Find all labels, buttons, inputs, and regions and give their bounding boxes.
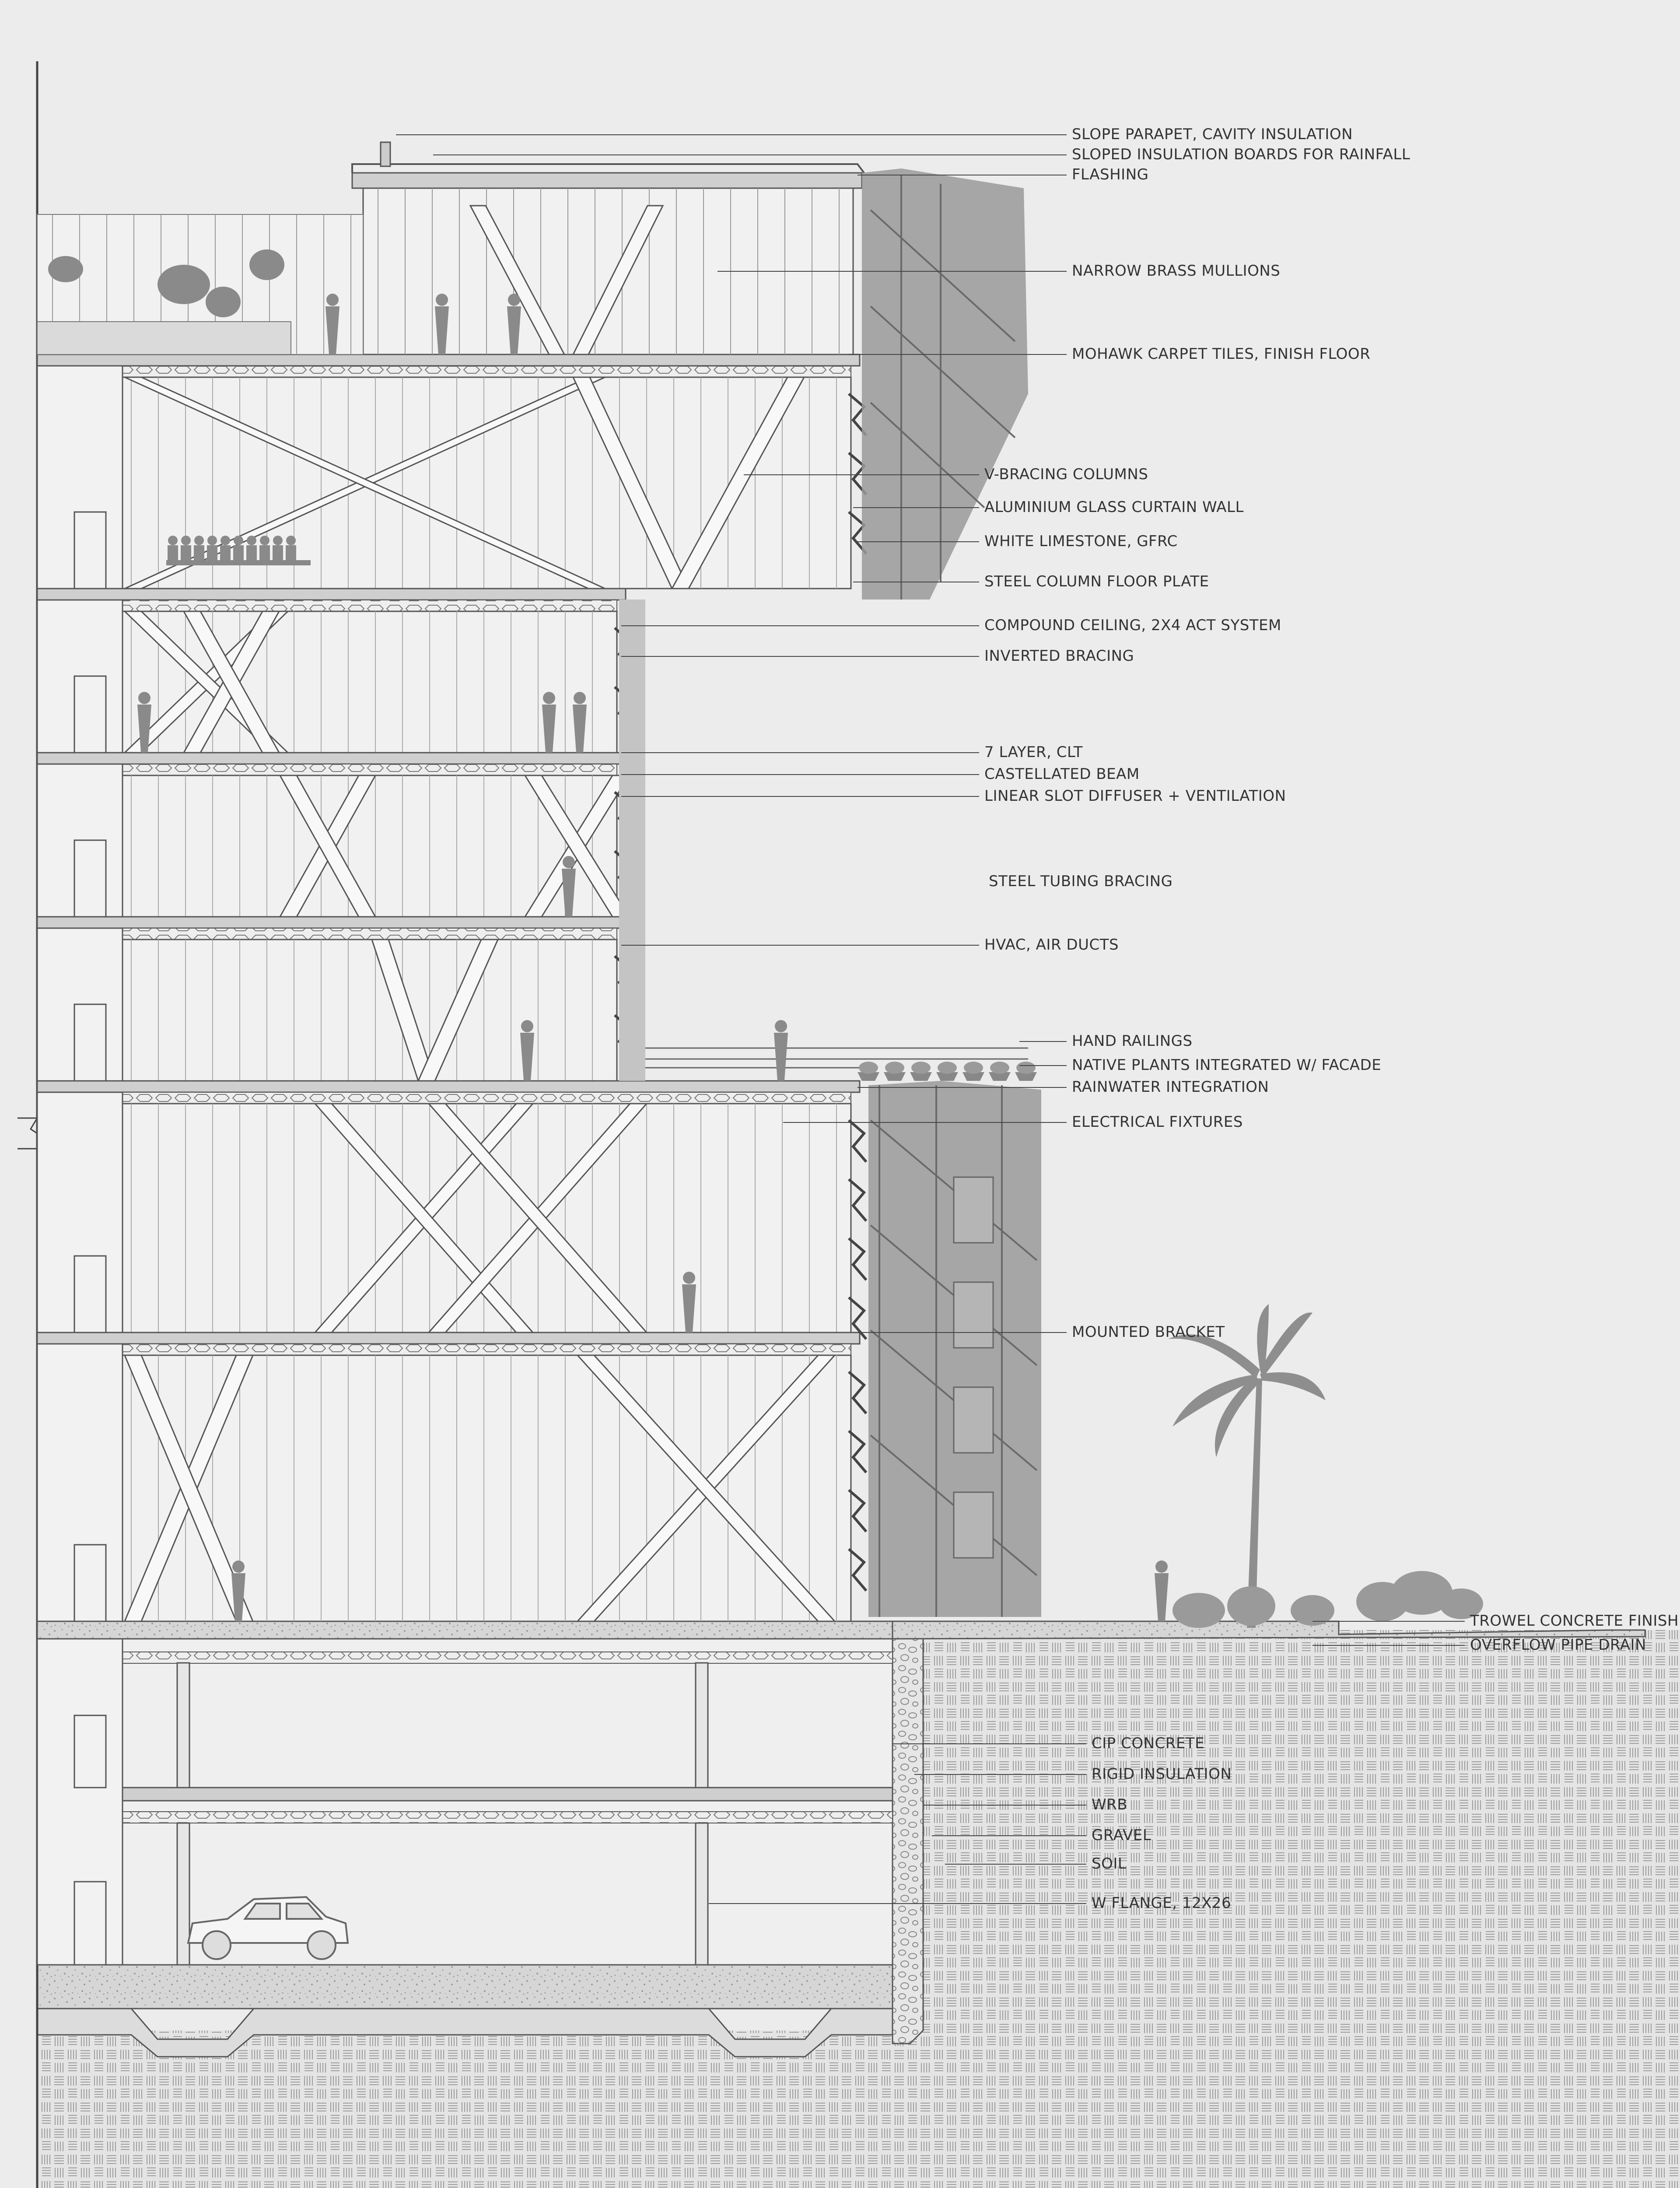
person — [1155, 1560, 1168, 1573]
label-steel-tubing: STEEL TUBING BRACING — [989, 873, 1173, 890]
person — [543, 692, 555, 704]
curtain-wall-glazing — [122, 940, 617, 1081]
person — [521, 1020, 533, 1032]
label-carpet-tiles: MOHAWK CARPET TILES, FINISH FLOOR — [1072, 345, 1371, 363]
person — [775, 1020, 787, 1032]
castellated-beam — [122, 1344, 851, 1355]
castellated-beam — [122, 1092, 851, 1104]
label-sloped-insulation: SLOPED INSULATION BOARDS FOR RAINFALL — [1072, 146, 1410, 163]
soil-ground — [897, 1630, 1680, 2188]
label-hvac: HVAC, AIR DUCTS — [984, 936, 1119, 954]
label-castellated-beam: CASTELLATED BEAM — [984, 765, 1140, 783]
roof-terrace-slab — [37, 354, 860, 366]
service-core — [37, 1344, 122, 1621]
basement-beam-2 — [122, 1812, 892, 1823]
label-clt: 7 LAYER, CLT — [984, 743, 1083, 761]
label-inverted-bracing: INVERTED BRACING — [984, 647, 1134, 665]
person — [574, 692, 586, 704]
penthouse-roof — [352, 173, 862, 188]
person — [683, 1272, 695, 1284]
person — [436, 294, 448, 306]
gravel-retaining-layer — [892, 1630, 923, 2044]
middle-curtain-wall — [619, 600, 645, 1081]
basement-column — [696, 1823, 708, 1965]
service-core — [37, 366, 122, 589]
label-overflow-drain: OVERFLOW PIPE DRAIN — [1470, 1636, 1646, 1654]
floor-slab — [37, 917, 626, 928]
label-flashing: FLASHING — [1072, 166, 1149, 183]
floor-slab — [37, 589, 626, 600]
label-electrical: ELECTRICAL FIXTURES — [1072, 1113, 1243, 1131]
label-rainwater: RAINWATER INTEGRATION — [1072, 1078, 1269, 1096]
person — [326, 294, 339, 306]
person — [232, 1560, 245, 1573]
label-gravel: GRAVEL — [1092, 1827, 1152, 1844]
castellated-beam — [122, 764, 617, 775]
parapet-flashing — [352, 164, 864, 173]
label-rigid-insulation: RIGID INSULATION — [1092, 1765, 1232, 1783]
basement-beam-1 — [122, 1652, 892, 1663]
service-core — [37, 1092, 122, 1332]
basement-column — [696, 1663, 708, 1788]
basement-slab-1 — [37, 1788, 892, 1801]
label-trowel-concrete: TROWEL CONCRETE FINISH — [1470, 1612, 1679, 1630]
label-white-limestone: WHITE LIMESTONE, GFRC — [984, 533, 1178, 550]
person — [508, 294, 520, 306]
label-wrb: WRB — [1092, 1796, 1128, 1813]
castellated-beam — [122, 600, 617, 611]
label-cip-concrete: CIP CONCRETE — [1092, 1735, 1205, 1752]
label-hand-railings: HAND RAILINGS — [1072, 1032, 1193, 1050]
label-soil: SOIL — [1092, 1855, 1127, 1872]
label-brass-mullions: NARROW BRASS MULLIONS — [1072, 262, 1281, 280]
floor-stack — [37, 354, 866, 1621]
basement-level-2 — [37, 1801, 892, 1965]
floor-slab — [37, 1081, 860, 1092]
label-curtain-wall: ALUMINIUM GLASS CURTAIN WALL — [984, 498, 1244, 516]
person — [138, 692, 150, 704]
conference-table — [166, 560, 311, 565]
label-floor-plate: STEEL COLUMN FLOOR PLATE — [984, 573, 1209, 590]
person — [563, 856, 575, 868]
label-slot-diffuser: LINEAR SLOT DIFFUSER + VENTILATION — [984, 787, 1286, 805]
castellated-beam — [122, 928, 617, 940]
castellated-beam — [122, 366, 851, 377]
label-v-bracing: V-BRACING COLUMNS — [984, 466, 1148, 483]
basement-column — [177, 1663, 189, 1788]
roof-planter — [37, 322, 291, 354]
ground-shrubs — [1172, 1571, 1483, 1628]
terrace-planters — [858, 1062, 1037, 1081]
label-mounted-bracket: MOUNTED BRACKET — [1072, 1323, 1225, 1341]
label-native-plants: NATIVE PLANTS INTEGRATED W/ FACADE — [1072, 1056, 1382, 1074]
basement-core-wall-1 — [37, 1639, 122, 1965]
roof-vent — [381, 142, 390, 166]
label-slope-parapet: SLOPE PARAPET, CAVITY INSULATION — [1072, 126, 1353, 143]
label-compound-ceiling: COMPOUND CEILING, 2X4 ACT SYSTEM — [984, 617, 1281, 634]
palm-tree — [1168, 1304, 1326, 1628]
floor-slab — [37, 753, 626, 764]
street-level-slab — [37, 1621, 899, 1639]
floor-slab — [37, 1332, 860, 1344]
slab-on-grade — [37, 1965, 892, 2009]
label-w-flange: W FLANGE, 12X26 — [1092, 1894, 1232, 1912]
